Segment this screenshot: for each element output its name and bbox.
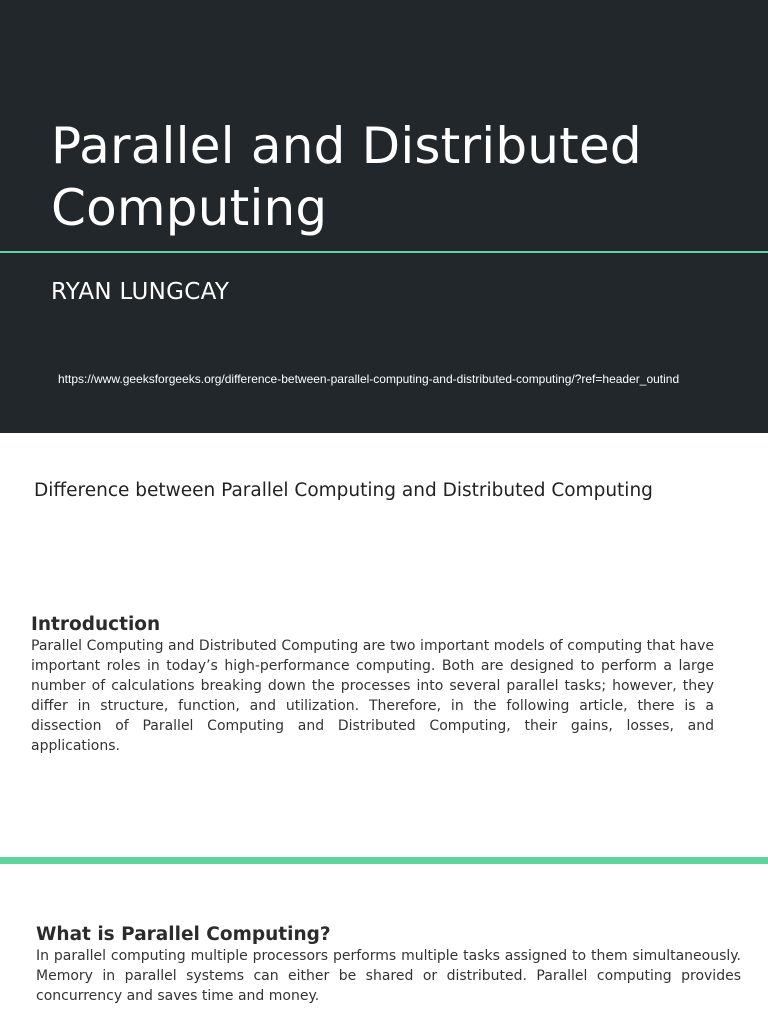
introduction-section xyxy=(31,614,714,756)
parallel-computing-section xyxy=(36,924,741,1006)
accent-divider xyxy=(0,251,768,253)
article-heading: Difference between Parallel Computing and Distributed Computing xyxy=(34,480,653,501)
title-slide xyxy=(0,0,768,433)
author-name: RYAN LUNGCAY xyxy=(51,279,230,305)
parallel-computing-slide xyxy=(0,864,768,1024)
parallel-computing-heading: What is Parallel Computing? xyxy=(36,924,331,945)
slide-title: Parallel and Distributed Computing xyxy=(51,117,642,237)
parallel-computing-body: In parallel computing multiple processors performs multiple tasks assigned to them simultaneously. Memory in parallel systems can either be shared or distributed. Parallel computing provides concurrency and saves time and money. xyxy=(36,948,741,1004)
slide-divider-band xyxy=(0,857,768,864)
source-url-text: https://www.geeksforgeeks.org/difference-between-parallel-computing-and-distributed-computing/?ref=header_outind xyxy=(58,372,680,386)
introduction-body: Parallel Computing and Distributed Computing are two important models of computing that have important roles in today’s high-performance computing. Both are designed to perform a large number of calculations breaking down the processes into several parallel tasks; however, they differ in structure, function, and utilization. Therefore, in the following article, there is a dissection of Parallel Computing and Distributed Computing, their gains, losses, and applications. xyxy=(31,638,714,754)
comparison-slide xyxy=(0,433,768,857)
introduction-heading: Introduction xyxy=(31,614,161,635)
